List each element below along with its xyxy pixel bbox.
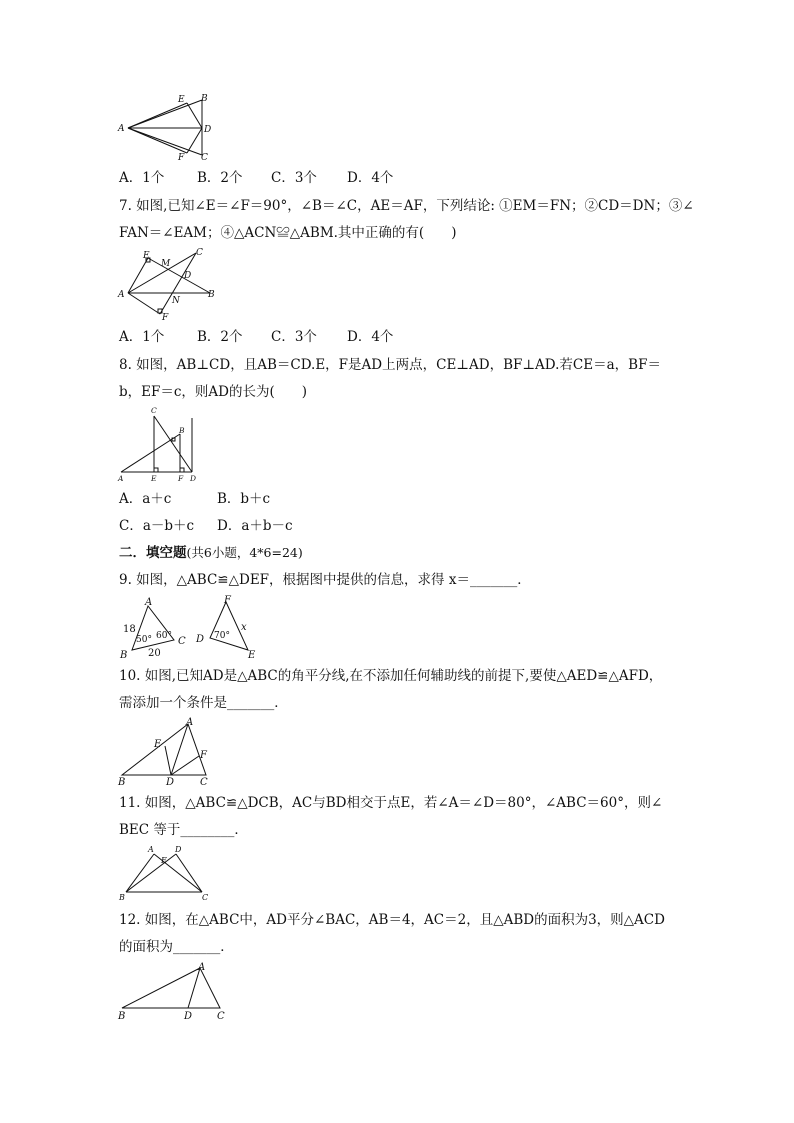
q11-text-line2: BEC 等于________．	[119, 822, 248, 838]
label-d: D	[204, 125, 212, 135]
label-a: A	[145, 597, 153, 608]
label-e: E	[154, 739, 162, 750]
q8-option-c: C．a－b＋c	[119, 518, 195, 534]
label-b: B	[120, 650, 128, 661]
label-a: A	[118, 290, 125, 300]
label-d: D	[175, 845, 182, 854]
q10-text-line2: 需添加一个条件是_______．	[119, 695, 288, 711]
label-n: N	[172, 296, 180, 306]
q7-option-a: A．1个	[119, 329, 165, 345]
label-e: E	[248, 650, 256, 661]
label-b: B	[118, 777, 126, 788]
label-a: A	[118, 474, 124, 483]
q10-text-line1: 10. 如图,已知AD是△ABC的角平分线,在不添加任何辅助线的前提下,要使△AED≌△AFD，	[119, 668, 663, 684]
q6-option-b: B．2个	[197, 170, 243, 186]
q9-text: 9. 如图，△ABC≌△DEF，根据图中提供的信息，求得 x＝_______．	[119, 572, 531, 588]
q6-figure	[116, 92, 216, 164]
label-b: B	[118, 1011, 126, 1022]
section-note: (共6小题，4*6=24)	[186, 545, 303, 560]
label-f: F	[162, 313, 169, 322]
label-c: C	[201, 153, 208, 163]
label-c: C	[151, 406, 157, 415]
q7-text-line1: 7. 如图,已知∠E＝∠F＝90°，∠B＝∠C，AE＝AF，下列结论: ①EM＝FN；②CD＝DN；③∠	[119, 198, 694, 214]
label-f: F	[178, 474, 184, 483]
q11-text-line1: 11. 如图，△ABC≌△DCB，AC与BD相交于点E，若∠A＝∠D＝80°，∠ABC＝60°，则∠	[119, 795, 663, 811]
label-f: F	[224, 595, 231, 606]
q6-option-a: A．1个	[119, 170, 165, 186]
section-heading	[119, 544, 303, 562]
q8-figure	[116, 404, 206, 484]
label-b: B	[201, 94, 208, 104]
label-c: C	[202, 893, 209, 902]
label-e: E	[178, 95, 185, 105]
label-f: F	[200, 750, 207, 761]
label-d: D	[190, 474, 197, 483]
label-m: M	[161, 259, 171, 269]
q8-text-line1: 8. 如图，AB⊥CD，且AB＝CD.E，F是AD上两点，CE⊥AD，BF⊥AD.若CE＝a，BF＝	[119, 357, 661, 373]
q7-option-d: D．4个	[347, 329, 394, 345]
q7-text-line2: FAN＝∠EAM；④△ACN≌△ABM.其中正确的有( )	[119, 225, 457, 241]
label-e: E	[161, 856, 167, 865]
q12-text-line1: 12. 如图，在△ABC中，AD平分∠BAC，AB＝4，AC＝2，且△ABD的面积为3，则△ACD	[119, 912, 665, 928]
side-x: x	[241, 622, 247, 633]
label-c: C	[196, 248, 203, 258]
label-a: A	[118, 124, 125, 134]
label-b: B	[179, 426, 185, 435]
q10-figure	[116, 716, 216, 788]
q8-option-a: A．a＋c	[119, 491, 172, 507]
q6-option-d: D．4个	[347, 170, 394, 186]
label-e: E	[151, 474, 157, 483]
label-c: C	[217, 1011, 225, 1022]
q12-text-line2: 的面积为_______．	[119, 939, 234, 955]
label-a: A	[198, 962, 206, 973]
q8-option-d: D．a＋b－c	[217, 518, 293, 534]
label-b: B	[119, 893, 125, 902]
q11-figure	[116, 842, 216, 902]
side-ab: 18	[123, 624, 136, 635]
label-d: D	[184, 271, 192, 281]
q12-figure	[116, 958, 236, 1022]
label-e: E	[143, 251, 150, 261]
side-bc: 20	[148, 648, 161, 659]
label-d: D	[184, 1011, 193, 1022]
q8-text-line2: b，EF＝c，则AD的长为( )	[119, 384, 308, 400]
section-title: 二．填空题	[119, 545, 187, 561]
q6-option-c: C．3个	[271, 170, 317, 186]
label-a: A	[186, 717, 194, 728]
label-d: D	[196, 634, 205, 645]
angle-d: 70°	[214, 631, 230, 641]
angle-b: 50°	[136, 635, 152, 645]
label-b: B	[208, 290, 215, 300]
label-c: C	[200, 777, 208, 788]
q7-option-b: B．2个	[197, 329, 243, 345]
angle-c: 60°	[156, 631, 172, 641]
q7-option-c: C．3个	[271, 329, 317, 345]
label-c: C	[178, 636, 186, 647]
q7-figure	[116, 246, 226, 322]
label-f: F	[178, 153, 185, 163]
label-a: A	[148, 845, 154, 854]
q9-figure	[118, 592, 268, 662]
label-d: D	[166, 777, 175, 788]
q8-option-b: B．b＋c	[217, 491, 271, 507]
